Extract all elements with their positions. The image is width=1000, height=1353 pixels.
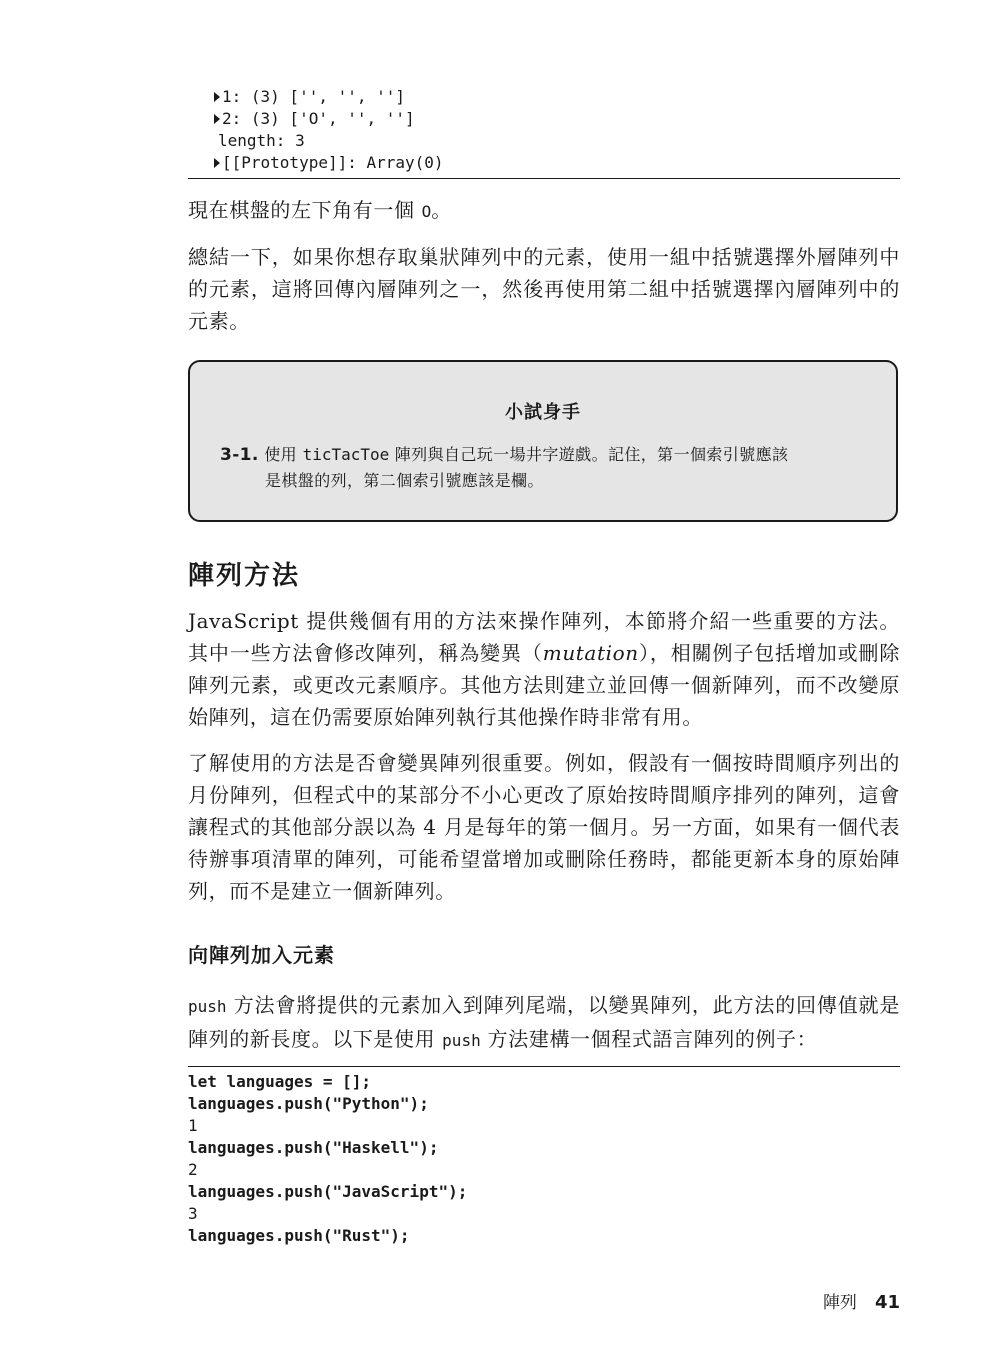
console-line	[214, 152, 814, 174]
inline-code: ticTacToe	[302, 445, 390, 464]
inline-code: O	[421, 202, 432, 221]
code-line: languages.push("Haskell");	[188, 1138, 439, 1157]
paragraph-text: 總結一下，如果你想存取巢狀陣列中的元素，使用一組中括號選擇外層陣列中的元素，這將回傳內層陣列之一，然後再使用第二組中括號選擇內層陣列中的元素。	[188, 245, 900, 333]
expand-arrow-icon[interactable]	[214, 92, 220, 102]
page-number: 41	[874, 1292, 900, 1313]
paragraph	[188, 989, 900, 1057]
subsection-heading: 向陣列加入元素	[188, 943, 335, 967]
text: 使用	[264, 445, 303, 464]
text: 方法會將提供的元素加入到陣列尾端，以變異陣列，此方法的回傳值就是陣列的新長度。以下是使用	[188, 993, 900, 1051]
italic-term: mutation	[542, 641, 639, 665]
expand-arrow-icon[interactable]	[214, 158, 220, 168]
page-footer	[823, 1288, 900, 1313]
console-line	[214, 130, 814, 152]
code-listing	[188, 1071, 900, 1247]
text: 陣列與自己玩一場井字遊戲。記住，第一個索引號應該	[389, 445, 789, 464]
section-heading: 陣列方法	[188, 561, 301, 591]
console-output	[214, 86, 814, 174]
inline-code: push	[188, 997, 227, 1016]
exercise-box-title: 小試身手	[505, 402, 581, 423]
exercise-box	[188, 360, 898, 522]
expand-arrow-icon[interactable]	[214, 114, 220, 124]
paragraph	[188, 241, 900, 337]
code-line: 1	[188, 1116, 198, 1135]
console-line-text: 2: (3) ['O', '', '']	[222, 109, 415, 128]
code-line: 2	[188, 1160, 198, 1179]
text: JavaScript 提供幾個有用的方法來操作陣列，本節將介紹一些重要的方法。其中一些方法會修改陣列，稱為變異（	[188, 609, 900, 665]
code-line: let languages = [];	[188, 1072, 372, 1091]
console-line-text: length: 3	[218, 131, 305, 150]
exercise-item	[220, 442, 870, 494]
inline-code: push	[442, 1031, 481, 1050]
paragraph-text: 了解使用的方法是否會變異陣列很重要。例如，假設有一個按時間順序列出的月份陣列，但程式中的某部分不小心更改了原始按時間順序排列的陣列，這會讓程式的其他部分誤以為 4 月是每年的第一個月。另一方面，如果有一個代表待辦事項清單的陣列，可能希望當增加或刪除任務時，都能更新本身的原始陣列，而不是建立一個新陣列。	[188, 751, 900, 903]
paragraph	[188, 747, 900, 907]
exercise-text: 是棋盤的列，第二個索引號應該是欄。	[265, 471, 544, 490]
text: ），相關例子包括增加或刪除陣列元素，或更改元素順序。其他方法則建立並回傳一個新陣列，而不改變原始陣列，這在仍需要原始陣列執行其他操作時非常有用。	[188, 641, 900, 729]
exercise-number: 3-1.	[220, 445, 259, 465]
chapter-title: 陣列	[822, 1293, 857, 1313]
console-line-text: [[Prototype]]: Array(0)	[222, 153, 444, 172]
paragraph	[188, 605, 900, 733]
code-bottom-rule	[188, 178, 900, 179]
code-line: languages.push("Python");	[188, 1094, 429, 1113]
code-line: languages.push("Rust");	[188, 1226, 410, 1245]
code-line: languages.push("JavaScript");	[188, 1182, 468, 1201]
console-line	[214, 86, 814, 108]
paragraph	[188, 194, 900, 228]
code-line: 3	[188, 1204, 198, 1223]
text: 。	[431, 198, 452, 222]
code-top-rule	[188, 1066, 900, 1067]
text: 方法建構一個程式語言陣列的例子：	[480, 1027, 818, 1051]
console-line-text: 1: (3) ['', '', '']	[222, 87, 406, 106]
console-line	[214, 108, 814, 130]
text: 現在棋盤的左下角有一個	[188, 198, 422, 222]
